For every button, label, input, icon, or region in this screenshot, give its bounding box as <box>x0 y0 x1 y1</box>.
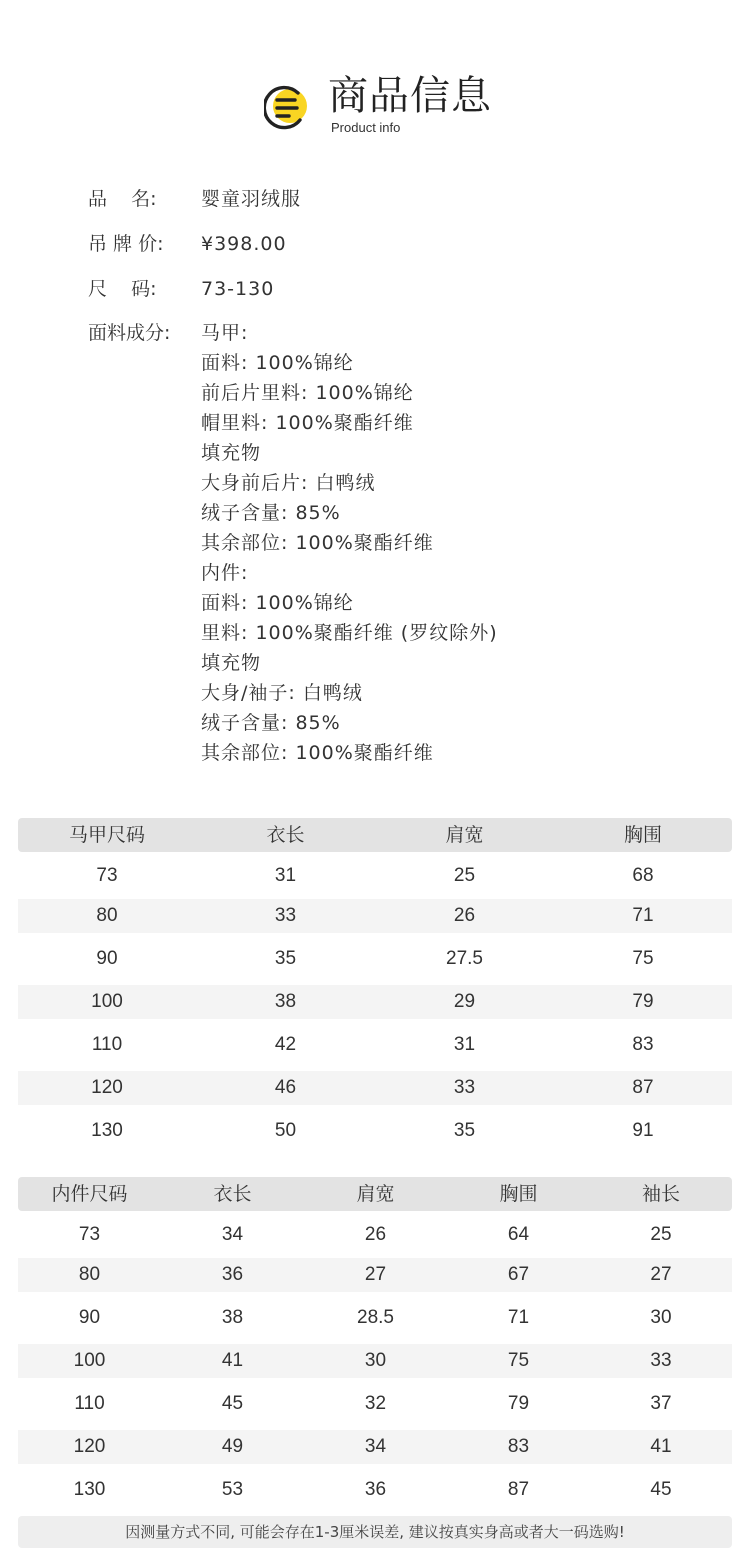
table-cell: 35 <box>453 1120 476 1141</box>
table-cell: 27.5 <box>446 948 483 969</box>
table-cell: 130 <box>73 1479 106 1500</box>
table-cell: 110 <box>91 1034 123 1055</box>
table-cell: 120 <box>91 1077 123 1098</box>
header-cell: 胸围 <box>623 824 662 846</box>
fabric-line: 内件: <box>201 562 249 584</box>
table-cell: 33 <box>650 1350 672 1371</box>
info-row-price <box>0 229 750 259</box>
fabric-line: 其余部位: 100%聚酯纤维 <box>201 742 434 764</box>
table-cell: 100 <box>73 1350 106 1371</box>
fabric-line: 填充物 <box>201 652 262 674</box>
table-cell: 33 <box>274 905 297 926</box>
table-row <box>18 1473 732 1507</box>
table-cell: 91 <box>632 1120 654 1141</box>
table-cell: 67 <box>507 1264 530 1285</box>
table-cell: 83 <box>632 1034 654 1055</box>
measurement-note: 因测量方式不同, 可能会存在1-3厘米误差, 建议按真实身高或者大一码选购! <box>18 1516 732 1548</box>
page-title: 商品信息 <box>328 73 492 119</box>
table-cell: 33 <box>453 1077 476 1098</box>
table-cell: 110 <box>74 1393 105 1414</box>
table-row <box>18 859 732 893</box>
table-cell: 27 <box>650 1264 672 1285</box>
table-cell: 53 <box>221 1479 244 1500</box>
table-cell: 79 <box>507 1393 530 1414</box>
table-cell: 87 <box>632 1077 654 1098</box>
name-label: 品 名: <box>88 188 157 210</box>
table-cell: 30 <box>364 1350 387 1371</box>
page-subtitle: Product info <box>331 120 401 135</box>
fabric-line: 里料: 100%聚酯纤维 (罗纹除外) <box>201 622 498 644</box>
table-cell: 29 <box>453 991 476 1012</box>
table-cell: 34 <box>364 1436 387 1457</box>
size-value: 73-130 <box>201 278 275 300</box>
header-cell: 内件尺码 <box>51 1183 128 1205</box>
size-label: 尺 码: <box>88 278 157 300</box>
price-value: ¥398.00 <box>201 233 287 255</box>
header-cell: 肩宽 <box>445 824 484 846</box>
table-cell: 71 <box>632 905 654 926</box>
table-cell: 75 <box>632 948 654 969</box>
fabric-label: 面料成分: <box>88 322 171 344</box>
table-cell: 34 <box>221 1224 244 1245</box>
table-cell: 46 <box>274 1077 297 1098</box>
table-cell: 50 <box>274 1120 297 1141</box>
fabric-line: 其余部位: 100%聚酯纤维 <box>201 532 434 554</box>
table-cell: 25 <box>650 1224 672 1245</box>
table-cell: 130 <box>91 1120 123 1141</box>
table-row <box>18 1301 732 1335</box>
table-cell: 71 <box>507 1307 530 1328</box>
info-row-size <box>0 274 750 304</box>
table-cell: 49 <box>221 1436 244 1457</box>
table-cell: 28.5 <box>357 1307 394 1328</box>
table-cell: 80 <box>78 1264 101 1285</box>
fabric-line: 绒子含量: 85% <box>201 712 341 734</box>
table-cell: 35 <box>274 948 297 969</box>
table-cell: 83 <box>507 1436 530 1457</box>
table-row <box>18 942 732 976</box>
table-cell: 45 <box>221 1393 244 1414</box>
table-cell: 36 <box>221 1264 244 1285</box>
fabric-line: 绒子含量: 85% <box>201 502 341 524</box>
table-cell: 38 <box>274 991 297 1012</box>
table-cell: 68 <box>632 865 654 886</box>
price-label: 吊 牌 价: <box>88 233 164 255</box>
table-header <box>18 1177 732 1211</box>
page-header <box>0 70 750 140</box>
table-row <box>18 1344 732 1378</box>
fabric-line: 马甲: <box>201 322 249 344</box>
fabric-line: 面料: 100%锦纶 <box>201 592 354 614</box>
table-header <box>18 818 732 852</box>
table-cell: 42 <box>274 1034 297 1055</box>
fabric-line: 前后片里料: 100%锦纶 <box>201 382 414 404</box>
table-cell: 25 <box>453 865 476 886</box>
table-cell: 30 <box>650 1307 672 1328</box>
header-cell: 衣长 <box>266 824 305 846</box>
table-row <box>18 1387 732 1421</box>
header-cell: 袖长 <box>641 1183 680 1205</box>
table-cell: 45 <box>650 1479 672 1500</box>
table-cell: 41 <box>650 1436 672 1457</box>
table-row <box>18 1218 732 1252</box>
table-cell: 36 <box>364 1479 387 1500</box>
table-cell: 73 <box>78 1224 101 1245</box>
table-cell: 32 <box>364 1393 387 1414</box>
table-row <box>18 1114 732 1148</box>
fabric-line: 帽里料: 100%聚酯纤维 <box>201 412 414 434</box>
table-cell: 31 <box>274 865 297 886</box>
fabric-line: 大身/袖子: 白鸭绒 <box>201 682 363 704</box>
table-cell: 38 <box>221 1307 244 1328</box>
table-row <box>18 1071 732 1105</box>
fabric-line: 填充物 <box>201 442 262 464</box>
info-row-name <box>0 184 750 214</box>
table-cell: 41 <box>221 1350 244 1371</box>
header-cell: 胸围 <box>499 1183 538 1205</box>
table-cell: 73 <box>96 865 118 886</box>
table-cell: 37 <box>650 1393 672 1414</box>
table-cell: 90 <box>96 948 118 969</box>
table-row <box>18 1028 732 1062</box>
table-cell: 87 <box>507 1479 530 1500</box>
fabric-line: 面料: 100%锦纶 <box>201 352 354 374</box>
table-row <box>18 1258 732 1292</box>
table-row <box>18 899 732 933</box>
table-cell: 31 <box>453 1034 476 1055</box>
header-cell: 衣长 <box>213 1183 252 1205</box>
table-cell: 26 <box>453 905 476 926</box>
table-cell: 27 <box>364 1264 387 1285</box>
table-row <box>18 1430 732 1464</box>
table-row <box>18 985 732 1019</box>
table-cell: 90 <box>78 1307 101 1328</box>
table-cell: 26 <box>364 1224 387 1245</box>
table-cell: 64 <box>507 1224 530 1245</box>
table-cell: 80 <box>96 905 118 926</box>
table-cell: 75 <box>507 1350 530 1371</box>
header-cell: 肩宽 <box>356 1183 395 1205</box>
name-value: 婴童羽绒服 <box>201 188 302 210</box>
table-cell: 100 <box>91 991 123 1012</box>
table-cell: 120 <box>73 1436 106 1457</box>
fabric-composition <box>201 318 498 768</box>
header-cell: 马甲尺码 <box>68 824 145 846</box>
fabric-line: 大身前后片: 白鸭绒 <box>201 472 376 494</box>
table-cell: 79 <box>632 991 654 1012</box>
list-icon <box>264 84 314 130</box>
